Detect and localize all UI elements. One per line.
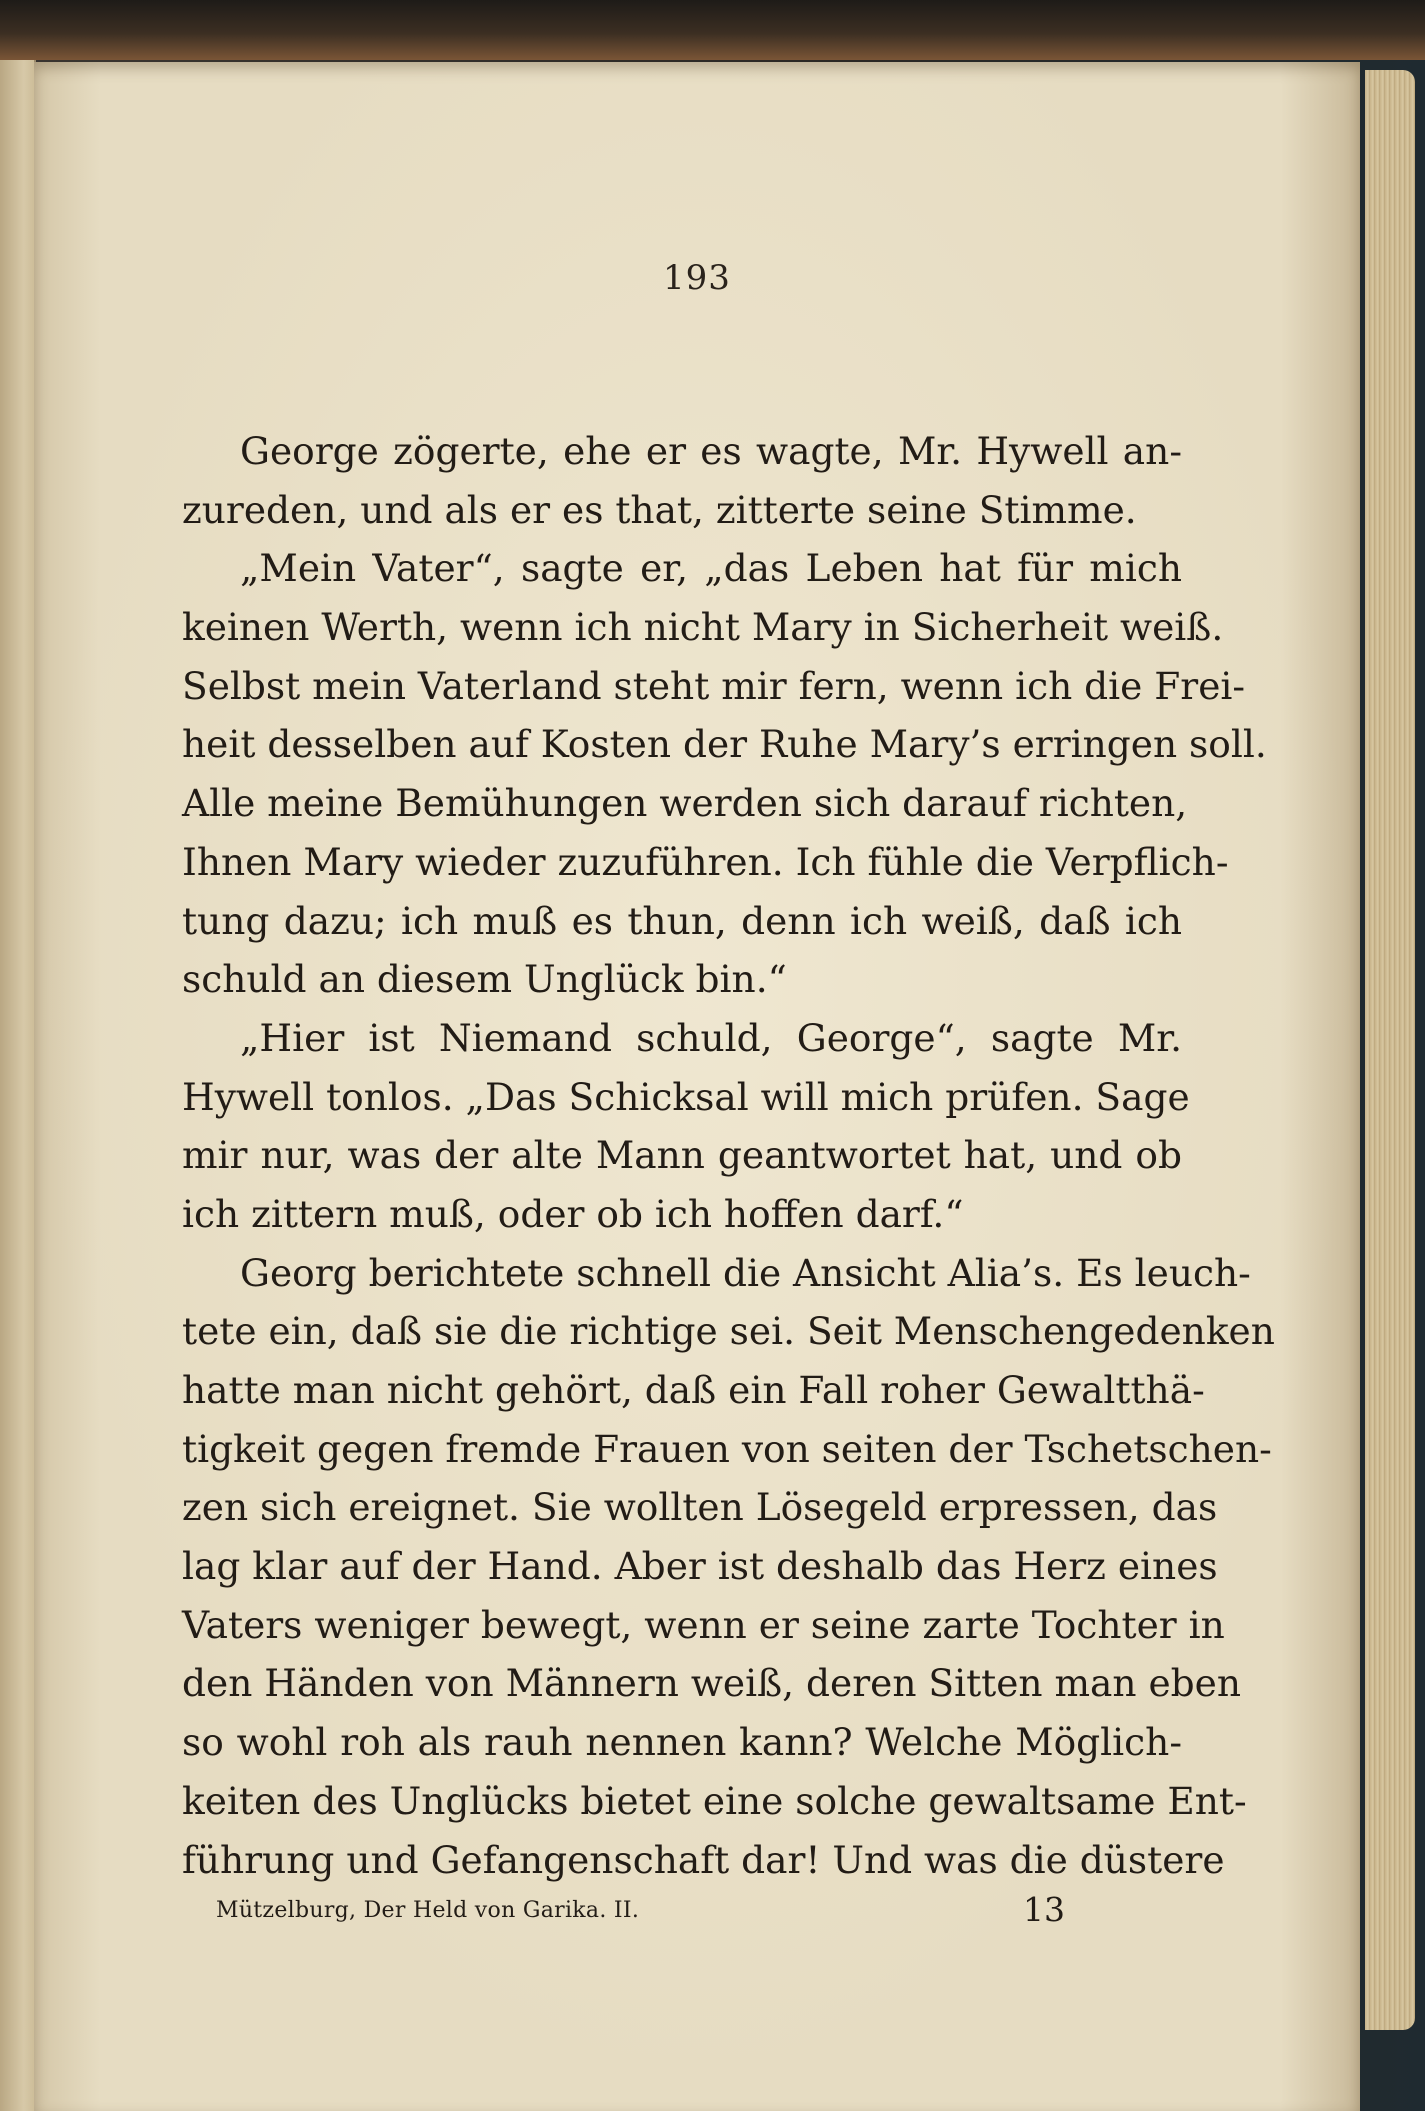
text-line: Vaters weniger bewegt, wenn er seine zarte Tochter in: [182, 1602, 1225, 1647]
footer-book-title: Mützelburg, Der Held von Garika. II.: [216, 1898, 640, 1923]
text-line: so wohl roh als rauh nennen kann? Welche Möglich-: [182, 1720, 1182, 1765]
signature-mark: 13: [1023, 1890, 1065, 1929]
book-page: [34, 62, 1360, 2111]
text-line: tigkeit gegen fremde Frauen von seiten der Tschetschen-: [182, 1426, 1272, 1471]
page-number: 193: [663, 258, 731, 298]
text-line: führung und Gefangenschaft dar! Und was die düstere: [182, 1837, 1225, 1882]
text-line: ich zittern muß, oder ob ich hoffen darf.“: [182, 1191, 964, 1236]
text-line: Selbst mein Vaterland steht mir fern, wenn ich die Frei-: [182, 663, 1246, 708]
text-line: schuld an diesem Unglück bin.“: [182, 957, 787, 1002]
body-text: [182, 422, 1275, 1889]
text-line: hatte man nicht gehört, daß ein Fall roher Gewaltthä-: [182, 1368, 1205, 1412]
text-line: den Händen von Männern weiß, deren Sitten man eben: [182, 1661, 1242, 1706]
text-line: George zögerte, ehe er es wagte, Mr. Hywell an-: [240, 429, 1182, 473]
text-line: keinen Werth, wenn ich nicht Mary in Sicherheit weiß.: [182, 605, 1224, 650]
text-line: tete ein, daß sie die richtige sei. Seit Menschengedenken: [182, 1309, 1275, 1354]
page-stack-edge: [1365, 70, 1415, 2030]
text-line: mir nur, was der alte Mann geantwortet hat, und ob: [182, 1133, 1182, 1178]
text-line: Alle meine Bemühungen werden sich darauf richten,: [182, 781, 1188, 826]
text-line: „Mein Vater“, sagte er, „das Leben hat für mich: [240, 546, 1182, 591]
page-footer: [216, 1890, 1116, 1930]
facing-page-edge: [0, 60, 36, 2111]
book-cover-edge: [0, 0, 1425, 60]
text-line: heit desselben auf Kosten der Ruhe Mary’s erringen soll.: [182, 722, 1267, 767]
text-line: „Hier ist Niemand schuld, George“, sagte Mr.: [240, 1015, 1182, 1060]
text-line: Ihnen Mary wieder zuzuführen. Ich fühle die Verpflich-: [182, 839, 1229, 884]
text-line: Georg berichtete schnell die Ansicht Alia’s. Es leuch-: [240, 1250, 1251, 1295]
text-line: zureden, und als er es that, zitterte seine Stimme.: [182, 487, 1137, 532]
text-line: zen sich ereignet. Sie wollten Lösegeld erpressen, das: [182, 1485, 1218, 1530]
text-line: keiten des Unglücks bietet eine solche gewaltsame Ent-: [182, 1778, 1247, 1823]
text-line: tung dazu; ich muß es thun, denn ich weiß, daß ich: [182, 898, 1182, 943]
text-line: Hywell tonlos. „Das Schicksal will mich prüfen. Sage: [182, 1074, 1190, 1119]
text-line: lag klar auf der Hand. Aber ist deshalb das Herz eines: [182, 1544, 1218, 1589]
